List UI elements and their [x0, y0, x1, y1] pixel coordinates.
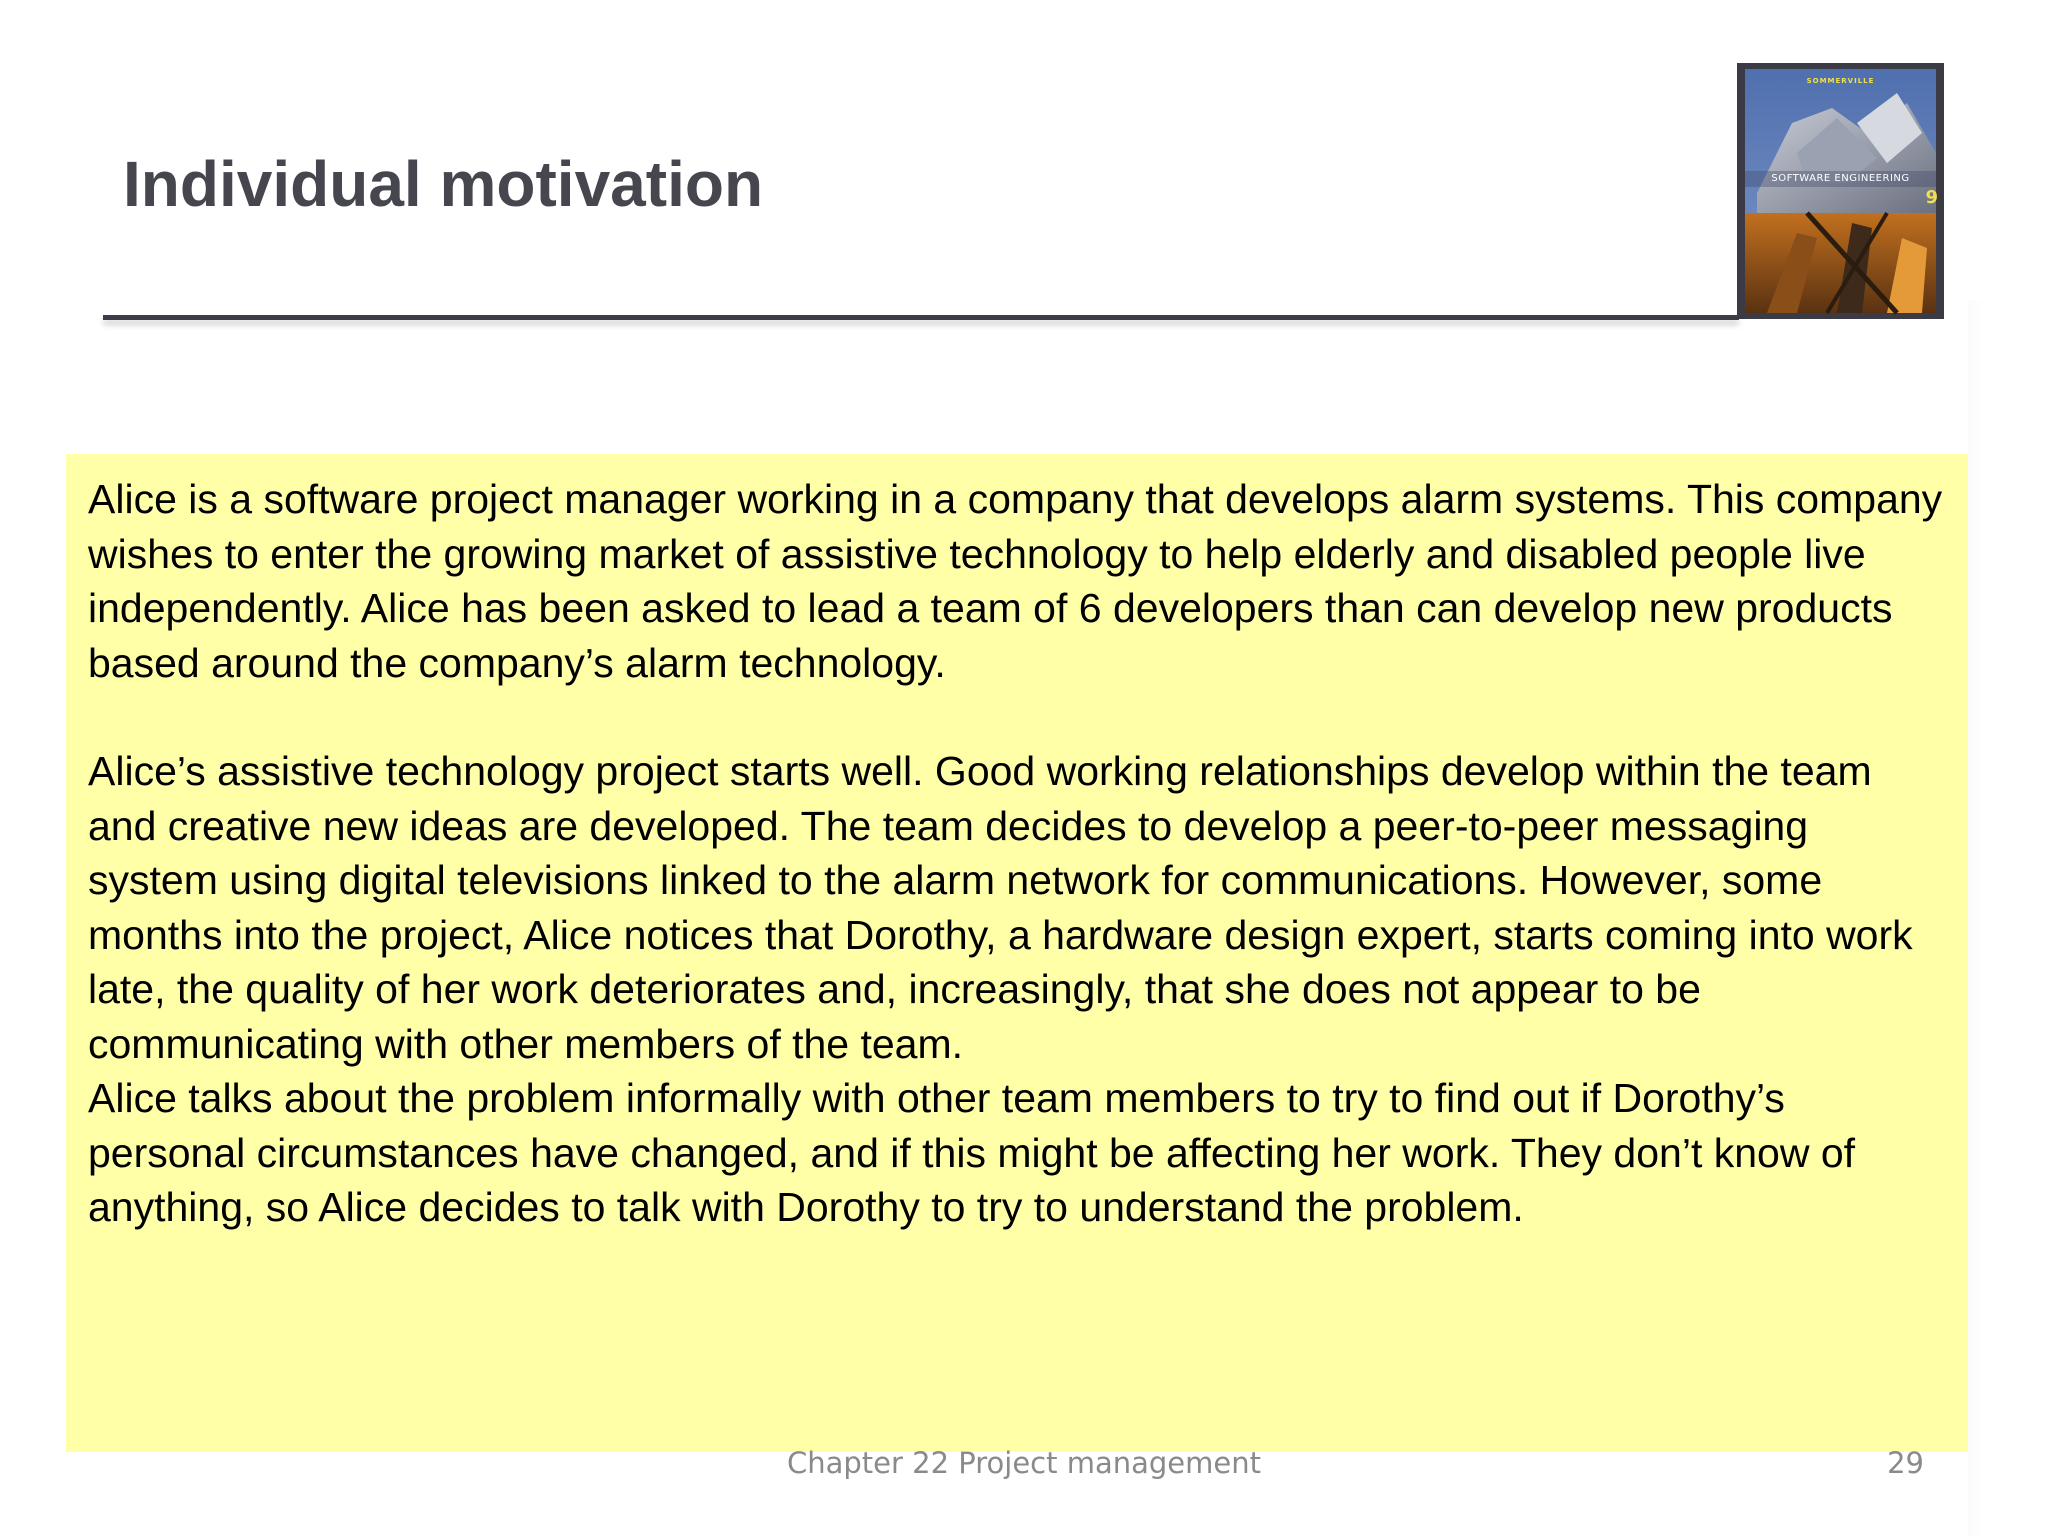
scenario-paragraph: Alice talks about the problem informally with other team members to try to find out if Dorothy’s personal circumstances have changed, and if this might be affecting her work. They don’t know of anything, so Alice decides to talk with Dorothy to try to understand the problem. — [88, 1075, 1856, 1230]
scenario-text-box — [66, 454, 1968, 1452]
right-edge-shade — [1968, 300, 1984, 1536]
page-number: 29 — [1887, 1446, 1924, 1480]
book-cover-publisher: SOMMERVILLE — [1806, 77, 1875, 85]
book-cover-title: SOFTWARE ENGINEERING — [1771, 173, 1910, 184]
scenario-paragraph: Alice is a software project manager working in a company that develops alarm systems. This company wishes to enter the growing market of assistive technology to help elderly and disabled people live independently. Alice has been asked to lead a team of 6 developers than can develop new products based around the company’s alarm technology. — [88, 476, 1943, 686]
title-divider — [103, 315, 1739, 320]
scenario-paragraph: Alice’s assistive technology project starts well. Good working relationships develop within the team and creative new ideas are developed. The team decides to develop a peer-to-peer messaging system using digital televisions linked to the alarm network for communications. However, some months into the project, Alice notices that Dorothy, a hardware design expert, starts coming into work late, the quality of her work deteriorates and, increasingly, that she does not appear to be communicating with other members of the team. — [88, 748, 1913, 1067]
slide-title: Individual motivation — [123, 148, 764, 220]
book-cover-art — [1737, 63, 1944, 319]
book-cover-image — [1737, 63, 1944, 319]
book-cover-edition: 9 — [1925, 187, 1938, 208]
slide-footer: Chapter 22 Project management — [787, 1446, 1261, 1480]
